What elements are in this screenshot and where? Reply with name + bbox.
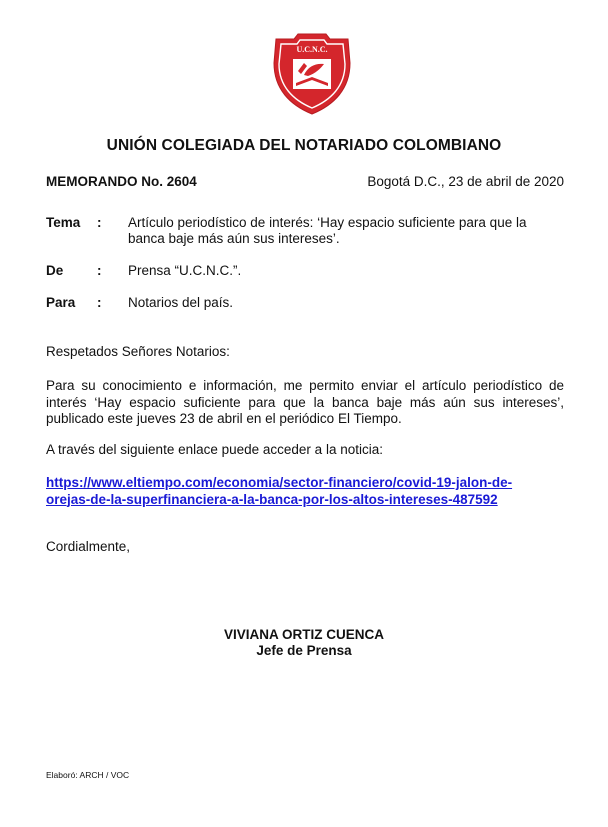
- news-article-link[interactable]: [46, 475, 564, 508]
- field-label-para: Para: [46, 295, 76, 310]
- field-value-para: Notarios del país.: [128, 295, 234, 310]
- field-colon-para: :: [97, 295, 102, 310]
- footer-note: Elaboró: ARCH / VOC: [46, 770, 130, 780]
- memo-number: MEMORANDO No. 2604: [46, 174, 197, 189]
- seal-logo-icon: [270, 33, 354, 115]
- field-value-tema: Artículo periodístico de interés: ‘Hay espacio suficiente para que la banca baje más aún sus intereses’.: [128, 215, 527, 246]
- signer-name: VIVIANA ORTIZ CUENCA: [223, 627, 384, 642]
- link-line-1: https://www.eltiempo.com/economia/sector-financiero/covid-19-jalon-de-: [46, 475, 513, 490]
- closing: Cordialmente,: [46, 539, 131, 554]
- field-label-tema: Tema: [46, 215, 81, 230]
- link-line-2: orejas-de-la-superfinanciera-a-la-banca-por-los-altos-intereses-487592: [46, 491, 498, 507]
- memo-date: Bogotá D.C., 23 de abril de 2020: [367, 174, 564, 189]
- field-label-de: De: [46, 263, 64, 278]
- organization-title: UNIÓN COLEGIADA DEL NOTARIADO COLOMBIANO: [106, 137, 502, 154]
- greeting: Respetados Señores Notarios:: [46, 344, 230, 359]
- field-value-de: Prensa “U.C.N.C.”.: [128, 263, 242, 278]
- signer-role: Jefe de Prensa: [256, 643, 352, 658]
- seal-lettering: U.C.N.C.: [296, 45, 328, 54]
- field-colon-de: :: [97, 263, 102, 278]
- field-colon-tema: :: [97, 215, 102, 230]
- link-intro: A través del siguiente enlace puede acceder a la noticia:: [46, 442, 383, 457]
- body-paragraph: Para su conocimiento e información, me permito enviar el artículo periodístico de interés ‘Hay espacio suficiente para que la banca baje más aún sus intereses’, publicado este jueves 23 de abril en el periódico El Tiempo.: [46, 378, 564, 426]
